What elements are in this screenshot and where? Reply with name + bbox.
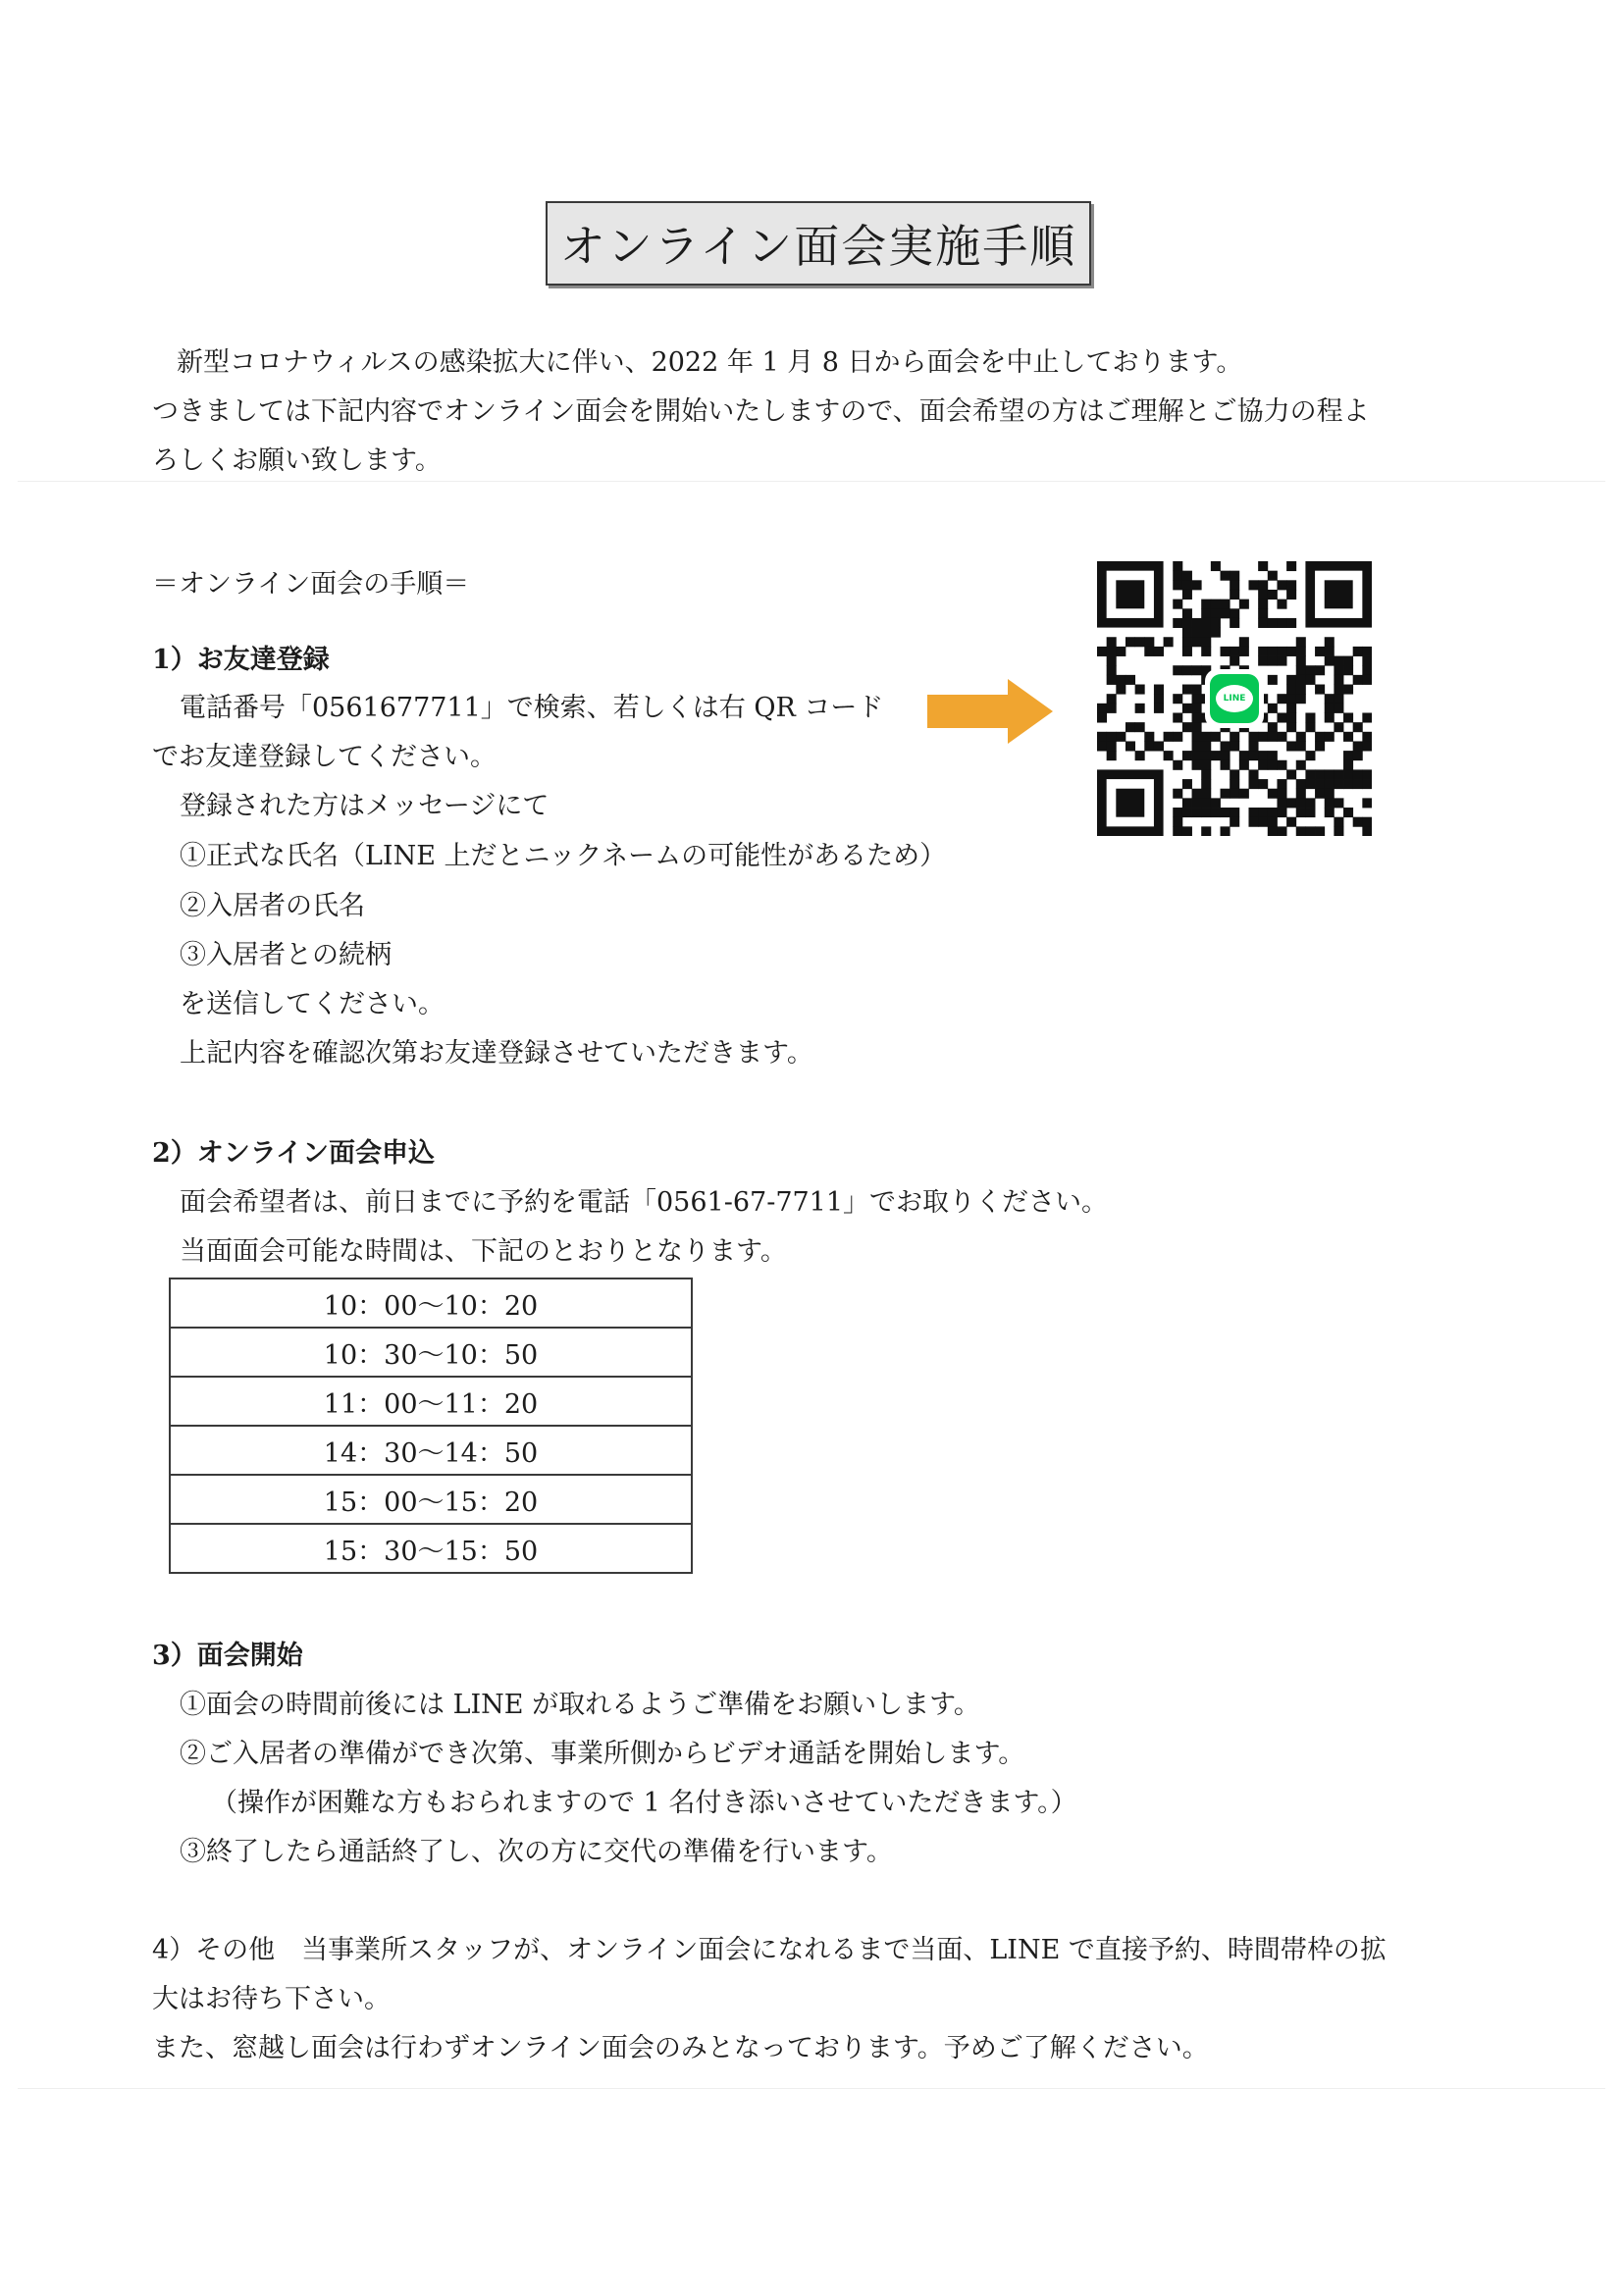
step1-item-2: ②入居者の氏名 — [180, 891, 365, 921]
step3-item-2: ②ご入居者の準備ができ次第、事業所側からビデオ通話を開始します。 — [180, 1739, 1025, 1769]
step1-line-4: を送信してください。 — [180, 989, 445, 1019]
time-slot: 11：00～11：20 — [170, 1377, 692, 1426]
step3-item-1: ①面会の時間前後には LINE が取れるようご準備をお願いします。 — [180, 1690, 980, 1720]
step2-heading: 2）オンライン面会申込 — [152, 1138, 435, 1169]
time-slot: 15：00～15：20 — [170, 1475, 692, 1524]
line-logo-text: LINE — [1223, 694, 1246, 704]
step1-line-3: 登録された方はメッセージにて — [180, 791, 550, 821]
step1-line-1: 電話番号「0561677711」で検索、若しくは右 QR コード — [180, 693, 884, 723]
step2-line-2: 当面面会可能な時間は、下記のとおりとなります。 — [180, 1236, 787, 1267]
table-row — [170, 1426, 692, 1475]
table-row — [170, 1278, 692, 1328]
time-slot: 14：30～14：50 — [170, 1426, 692, 1475]
table-row — [170, 1377, 692, 1426]
time-slot: 15：30～15：50 — [170, 1524, 692, 1573]
step1-heading: 1）お友達登録 — [152, 645, 330, 675]
arrow-right-icon — [927, 677, 1055, 746]
page-title: オンライン面会実施手順 — [546, 201, 1091, 286]
time-slot-table — [169, 1278, 693, 1574]
scan-line — [18, 2088, 1605, 2089]
line-logo-icon — [1205, 669, 1264, 728]
scan-line — [18, 481, 1605, 482]
step4-line-3: また、窓越し面会は行わずオンライン面会のみとなっております。予めご了解ください。 — [152, 2033, 1209, 2063]
table-row — [170, 1328, 692, 1377]
table-row — [170, 1524, 692, 1573]
intro-line-3: ろしくお願い致します。 — [152, 445, 442, 476]
step1-line-5: 上記内容を確認次第お友達登録させていただきます。 — [180, 1038, 813, 1069]
table-row — [170, 1475, 692, 1524]
time-slot: 10：00～10：20 — [170, 1278, 692, 1328]
step3-note: （操作が困難な方もおられますので 1 名付き添いさせていただきます。） — [211, 1788, 1077, 1818]
step3-item-3: ③終了したら通話終了し、次の方に交代の準備を行います。 — [180, 1837, 893, 1867]
procedure-heading: ＝オンライン面会の手順＝ — [152, 569, 470, 600]
step4-line-2: 大はお待ち下さい。 — [152, 1984, 391, 2014]
step1-item-3: ③入居者との続柄 — [180, 940, 392, 970]
qr-code — [1097, 561, 1372, 836]
step3-heading: 3）面会開始 — [152, 1641, 303, 1671]
step1-item-1: ①正式な氏名（LINE 上だとニックネームの可能性があるため） — [180, 841, 947, 871]
time-slot: 10：30～10：50 — [170, 1328, 692, 1377]
step2-line-1: 面会希望者は、前日までに予約を電話「0561-67-7711」でお取りください。 — [180, 1187, 1109, 1218]
step1-line-2: でお友達登録してください。 — [152, 742, 497, 772]
step4-line-1: 4）その他 当事業所スタッフが、オンライン面会になれるまで当面、LINE で直接予約、時間帯枠の拡 — [152, 1935, 1387, 1965]
intro-line-1: 新型コロナウィルスの感染拡大に伴い、2022 年 1 月 8 日から面会を中止しております。 — [177, 347, 1243, 378]
intro-line-2: つきましては下記内容でオンライン面会を開始いたしますので、面会希望の方はご理解とご協力の程よ — [152, 396, 1370, 427]
